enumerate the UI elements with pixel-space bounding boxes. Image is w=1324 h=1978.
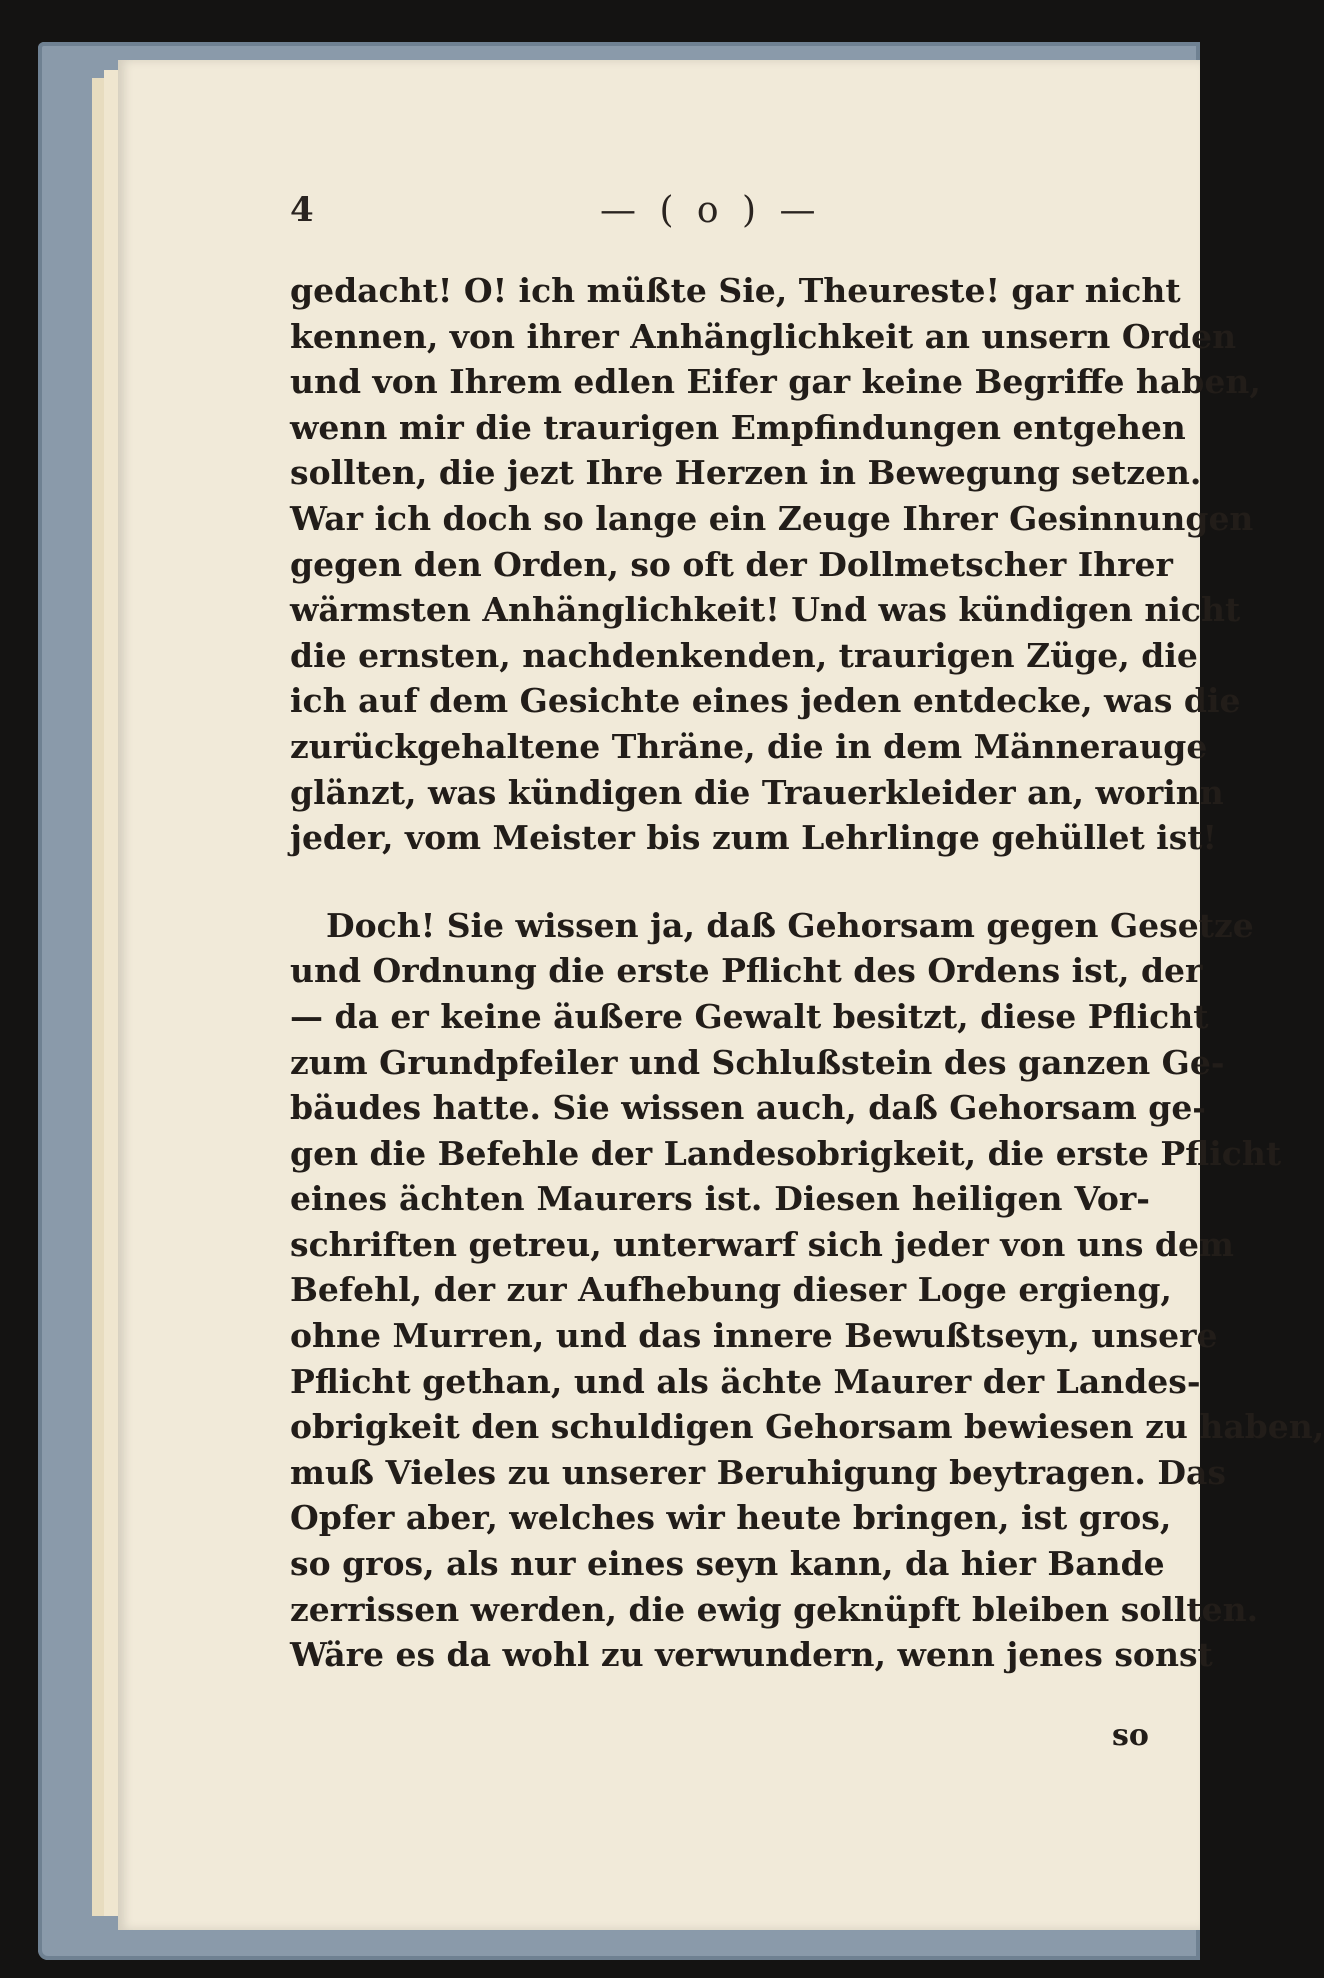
text-line: wenn mir die traurigen Empfindungen entgehen <box>290 407 1186 447</box>
text-line: obrigkeit den schuldigen Gehorsam bewiesen zu haben, <box>290 1407 1324 1447</box>
text-line: gen die Befehle der Landesobrigkeit, die erste Pflicht <box>290 1133 1282 1173</box>
text-line: ohne Murren, und das innere Bewußtseyn, unsere <box>290 1316 1218 1356</box>
text-line: gegen den Orden, so oft der Dollmetscher Ihrer <box>290 544 1173 584</box>
text-line: sollten, die jezt Ihre Herzen in Bewegung setzen. <box>290 453 1202 493</box>
text-line: Pflicht gethan, und als ächte Maurer der Landes- <box>290 1361 1201 1401</box>
body-text <box>290 268 1324 1678</box>
text-line: und von Ihrem edlen Eifer gar keine Begriffe haben, <box>290 362 1261 402</box>
text-line: zum Grundpfeiler und Schlußstein des ganzen Ge- <box>290 1042 1225 1082</box>
running-head: — ( o ) — <box>600 190 822 231</box>
text-line: Wäre es da wohl zu verwundern, wenn jenes sonst <box>290 1635 1213 1675</box>
page-header <box>290 190 1160 230</box>
text-line: Opfer aber, welches wir heute bringen, ist gros, <box>290 1498 1172 1538</box>
paragraph-2 <box>290 903 1324 1678</box>
text-line: wärmsten Anhänglichkeit! Und was kündigen nicht <box>290 590 1241 630</box>
page-edges <box>92 78 104 1916</box>
text-line: ich auf dem Gesichte eines jeden entdecke, was die <box>290 681 1241 721</box>
text-line: kennen, von ihrer Anhänglichkeit an unsern Orden <box>290 316 1237 356</box>
text-line: schriften getreu, unterwarf sich jeder von uns dem <box>290 1224 1234 1264</box>
paragraph-gap <box>290 861 1150 903</box>
text-line: und Ordnung die erste Pflicht des Ordens ist, der <box>290 951 1203 991</box>
catchword: so <box>1112 1718 1149 1753</box>
text-line: bäudes hatte. Sie wissen auch, daß Gehorsam ge- <box>290 1088 1207 1128</box>
text-line: muß Vieles zu unserer Beruhigung beytragen. Das <box>290 1452 1226 1492</box>
text-line: War ich doch so lange ein Zeuge Ihrer Gesinnungen <box>290 498 1254 538</box>
text-line: die ernsten, nachdenkenden, traurigen Züge, die <box>290 635 1198 675</box>
text-line: zurückgehaltene Thräne, die in dem Männerauge <box>290 726 1208 766</box>
text-line: jeder, vom Meister bis zum Lehrlinge gehüllet ist! <box>290 818 1218 858</box>
text-line: gedacht! O! ich müßte Sie, Theureste! gar nicht <box>290 271 1181 310</box>
page-number: 4 <box>290 190 314 230</box>
text-line: eines ächten Maurers ist. Diesen heiligen Vor- <box>290 1179 1150 1219</box>
text-line: zerrissen werden, die ewig geknüpft bleiben sollten. <box>290 1589 1259 1629</box>
text-line: Befehl, der zur Aufhebung dieser Loge ergieng, <box>290 1270 1172 1310</box>
text-line: Doch! Sie wissen ja, daß Gehorsam gegen Gesetze <box>326 905 1254 945</box>
page-edges-inner <box>104 70 118 1916</box>
text-line: glänzt, was kündigen die Trauerkleider an, worinn <box>290 772 1224 812</box>
text-line: — da er keine äußere Gewalt besitzt, diese Pflicht <box>290 996 1209 1036</box>
paragraph-1 <box>290 268 1261 861</box>
text-line: so gros, als nur eines seyn kann, da hier Bande <box>290 1544 1165 1584</box>
